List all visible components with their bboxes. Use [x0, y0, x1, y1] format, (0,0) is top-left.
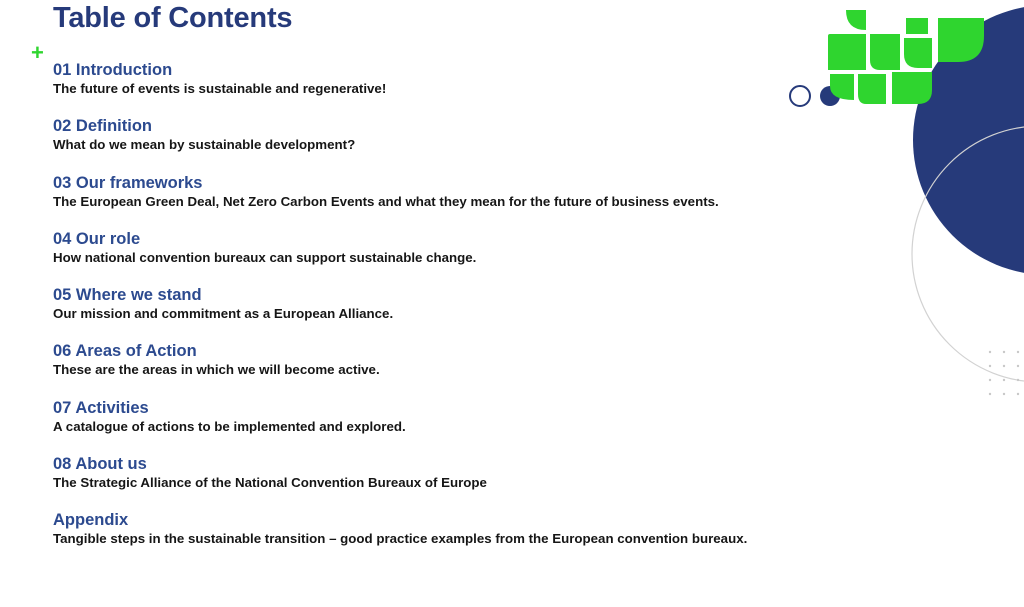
toc-description: These are the areas in which we will become active.: [53, 362, 380, 378]
toc-description: How national convention bureaux can support sustainable change.: [53, 249, 477, 265]
plus-icon: +: [31, 40, 44, 65]
toc-description: A catalogue of actions to be implemented and explored.: [53, 418, 406, 434]
green-leaf-block: [906, 18, 928, 34]
toc-heading: 08 About us: [53, 455, 147, 474]
green-leaf-block: [904, 38, 932, 68]
green-leaf-block: [870, 34, 900, 70]
page-title: Table of Contents: [53, 2, 293, 34]
toc-heading: 07 Activities: [53, 398, 149, 417]
small-outline-circle-icon: [790, 86, 810, 106]
toc-description: The Strategic Alliance of the National Convention Bureaux of Europe: [53, 475, 487, 491]
green-leaf-block: [892, 72, 932, 104]
toc-description: Tangible steps in the sustainable transition – good practice examples from the European convention bureaux.: [53, 531, 748, 547]
green-leaf-block: [828, 34, 866, 70]
toc-description: What do we mean by sustainable development?: [53, 137, 356, 153]
toc-heading: 02 Definition: [53, 117, 153, 136]
toc-description: Our mission and commitment as a European Alliance.: [53, 306, 394, 322]
green-leaf-block: [858, 74, 886, 104]
toc-heading: 01 Introduction: [53, 61, 173, 79]
toc-description: The European Green Deal, Net Zero Carbon Events and what they mean for the future of business events.: [53, 193, 719, 209]
toc-heading: 04 Our role: [53, 229, 141, 248]
toc-heading: 06 Areas of Action: [53, 342, 197, 361]
toc-heading: 03 Our frameworks: [53, 173, 203, 192]
toc-heading: 05 Where we stand: [53, 286, 202, 305]
green-leaf-block: [846, 10, 866, 30]
toc-heading: Appendix: [53, 511, 129, 530]
green-leaf-block: [938, 18, 984, 62]
toc-description: The future of events is sustainable and regenerative!: [53, 81, 387, 96]
